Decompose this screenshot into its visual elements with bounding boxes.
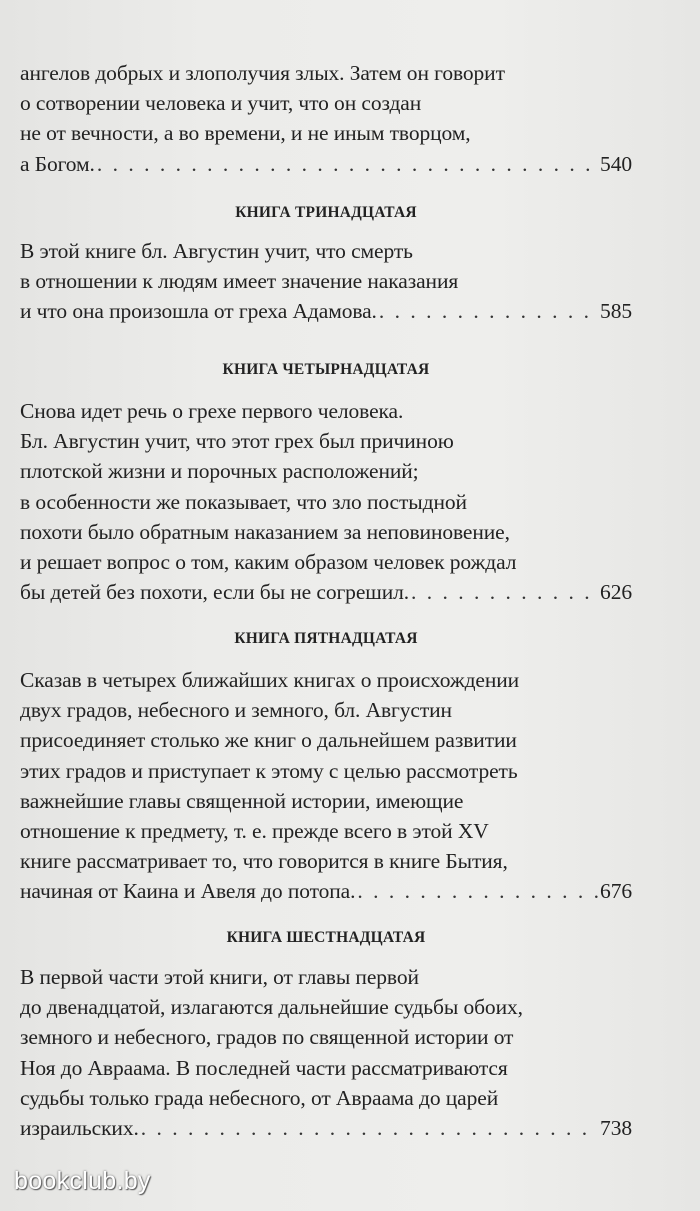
page-number: 676 <box>600 879 632 904</box>
text-line: двух градов, небесного и земного, бл. Августин <box>20 698 452 723</box>
toc-entry-text: и что она произошла от греха Адамова. <box>20 299 377 324</box>
text-line: плотской жизни и порочных расположений; <box>20 459 419 484</box>
page-number: 626 <box>600 580 632 605</box>
text-line: этих градов и приступает к этому с целью рассмотреть <box>20 758 518 783</box>
section-paragraph <box>20 396 632 607</box>
text-line: в отношении к людям имеет значение наказания <box>20 269 459 294</box>
text-line: Ноя до Авраама. В последней части рассматриваются <box>20 1055 508 1080</box>
page-number: 540 <box>600 151 632 176</box>
dot-leader <box>97 149 598 179</box>
toc-entry-text: начиная от Каина и Авеля до потопа. <box>20 879 356 904</box>
toc-entry-line <box>20 577 632 607</box>
text-line: книге рассматривает то, что говорится в книге Бытия, <box>20 849 508 874</box>
text-line: и решает вопрос о том, каким образом человек рождал <box>20 550 517 575</box>
text-line: не от вечности, а во времени, и не иным творцом, <box>20 121 471 146</box>
text-line: В первой части этой книги, от главы первой <box>20 965 419 989</box>
section-heading: КНИГА ПЯТНАДЦАТАЯ <box>234 630 418 647</box>
text-line: Бл. Августин учит, что этот грех был причиною <box>20 429 454 454</box>
text-line: отношение к предмету, т. е. прежде всего в этой XV <box>20 819 489 844</box>
toc-entry-text: бы детей без похоти, если бы не согрешил. <box>20 580 410 605</box>
text-line: присоединяет столько же книг о дальнейшем развитии <box>20 728 517 753</box>
section-heading: КНИГА ШЕСТНАДЦАТАЯ <box>226 929 426 946</box>
text-line: Снова идет речь о грехе первого человека. <box>20 399 404 423</box>
text-line: земного и небесного, градов по священной истории от <box>20 1025 514 1050</box>
toc-entry-line <box>20 876 632 906</box>
toc-entry-line <box>20 149 632 179</box>
toc-entry-text: израильских. <box>20 1116 139 1141</box>
section-heading: КНИГА ТРИНАДЦАТАЯ <box>235 204 417 221</box>
dot-leader <box>141 1113 598 1143</box>
text-line: до двенадцатой, излагаются дальнейшие судьбы обоих, <box>20 995 523 1020</box>
toc-entry-line <box>20 296 632 326</box>
section-paragraph <box>20 236 632 327</box>
toc-entry-line <box>20 1113 632 1143</box>
intro-paragraph <box>20 58 632 179</box>
text-line: похоти было обратным наказанием за неповиновение, <box>20 519 510 544</box>
page-number: 738 <box>600 1116 632 1141</box>
text-line: в особенности же показывает, что зло постыдной <box>20 489 467 514</box>
text-line: Сказав в четырех ближайших книгах о происхождении <box>20 668 520 692</box>
page-number: 585 <box>600 299 632 324</box>
section-paragraph <box>20 962 632 1143</box>
text-line: о сотворении человека и учит, что он создан <box>20 91 422 116</box>
text-line: ангелов добрых и злополучия злых. Затем он говорит <box>20 61 505 85</box>
dot-leader <box>411 577 598 607</box>
dot-leader <box>379 296 598 326</box>
text-line: судьбы только града небесного, от Авраама до царей <box>20 1085 499 1110</box>
text-line: В этой книге бл. Августин учит, что смерть <box>20 239 413 263</box>
watermark: bookclub.by <box>14 1167 151 1195</box>
section-paragraph <box>20 665 632 907</box>
toc-entry-text: а Богом. <box>20 151 95 176</box>
text-line: важнейшие главы священной истории, имеющие <box>20 788 464 813</box>
dot-leader <box>357 876 598 906</box>
section-heading: КНИГА ЧЕТЫРНАДЦАТАЯ <box>222 361 430 378</box>
